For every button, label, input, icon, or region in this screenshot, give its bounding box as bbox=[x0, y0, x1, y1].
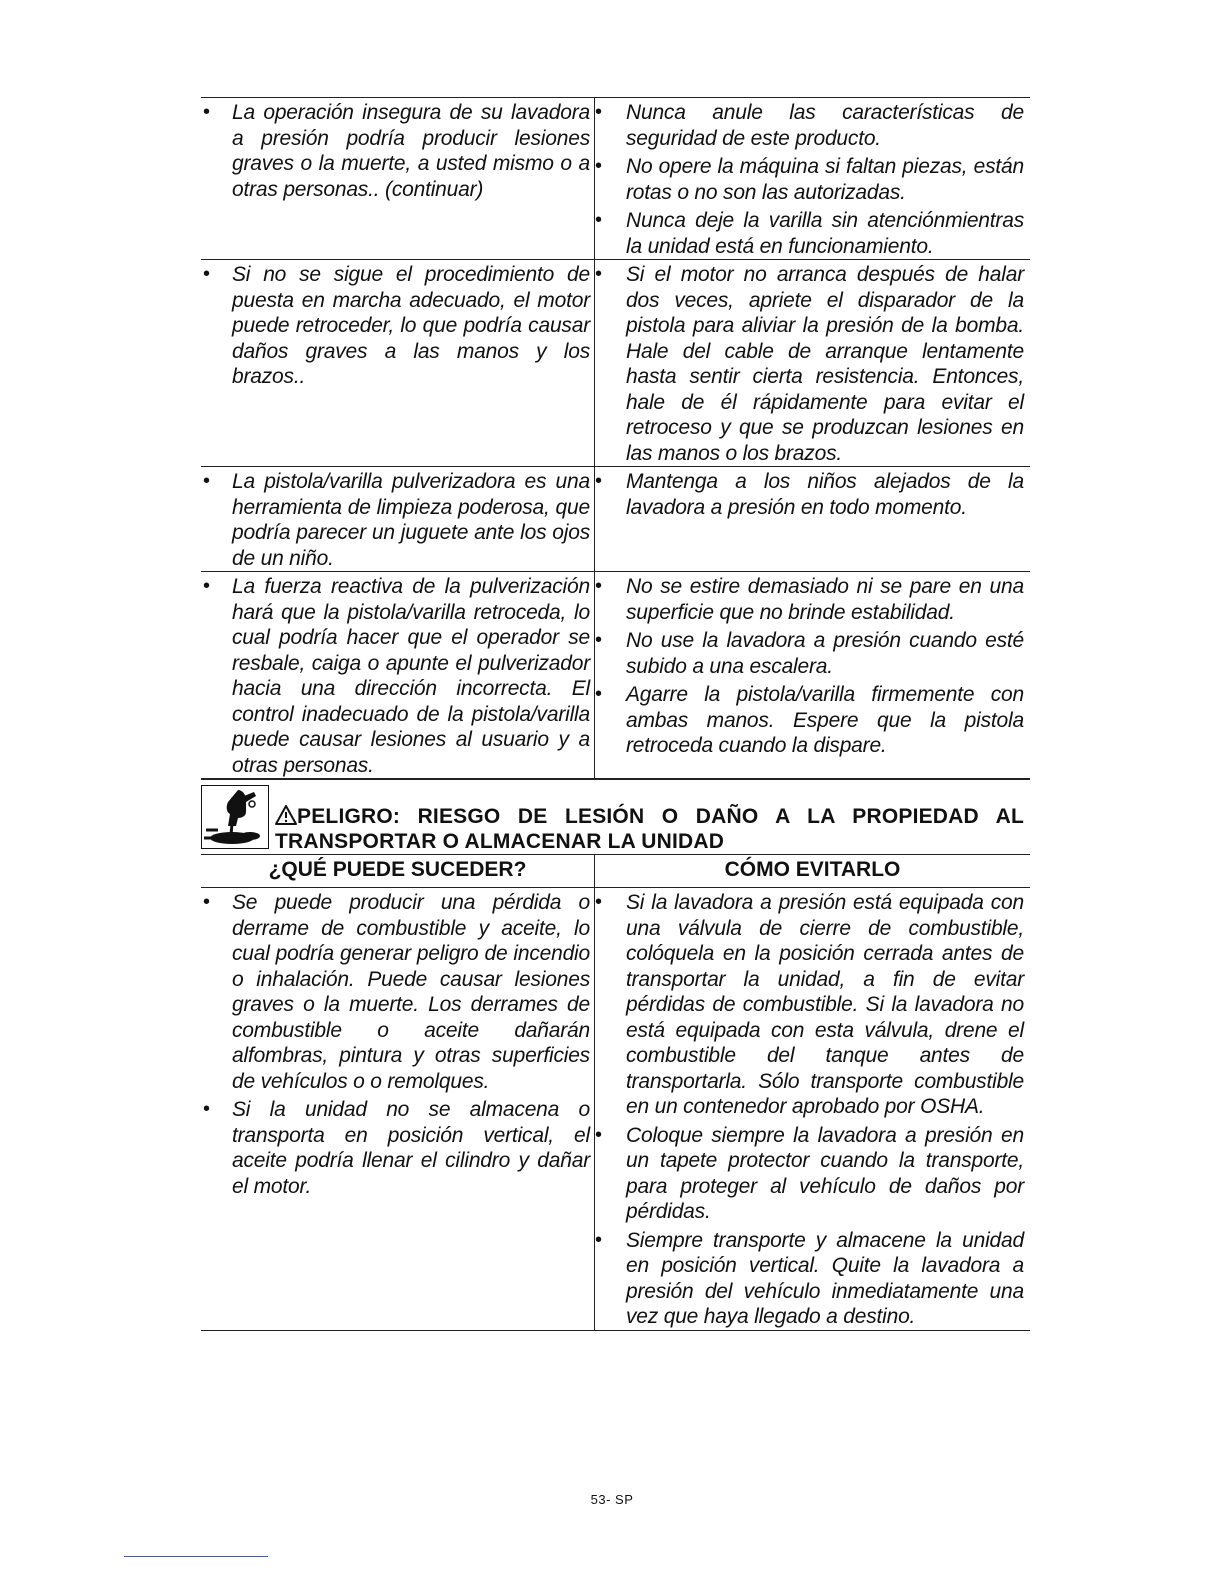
hazard-cell bbox=[201, 888, 595, 1331]
list-item: • Nunca deje la varilla sin atenciónmientras la unidad está en funcionamiento. bbox=[595, 208, 1030, 259]
safety-page bbox=[201, 97, 1030, 1331]
list-item: • Se puede producir una pérdida o derrame de combustible y aceite, lo cual podría generar peligro de incendio o inhalación. Puede causar lesiones graves o la muerte. Los derrames de combustible o aceite dañarán alfombras, pintura y otras superficies de vehículos o o remolques. bbox=[201, 890, 594, 1094]
table-row bbox=[201, 98, 1030, 260]
heading-how-to-avoid: CÓMO EVITARLO bbox=[595, 855, 1031, 888]
table-row bbox=[201, 888, 1030, 1331]
footnote-rule bbox=[124, 1556, 268, 1557]
list-item: • Si la unidad no se almacena o transporta en posición vertical, el aceite podría llenar el cilindro y dañar el motor. bbox=[201, 1097, 594, 1199]
list-item: • La pistola/varilla pulverizadora es una herramienta de limpieza poderosa, que podría parecer un juguete ante los ojos de un niño. bbox=[201, 469, 594, 571]
list-item: • Coloque siempre la lavadora a presión en un tapete protector cuando la transporte, para proteger al vehículo de daños por pérdidas. bbox=[595, 1123, 1030, 1225]
hazard-table-section1 bbox=[201, 97, 1030, 779]
list-item: • No se estire demasiado ni se pare en una superficie que no brinde estabilidad. bbox=[595, 574, 1030, 625]
prevention-cell bbox=[595, 260, 1031, 467]
danger-header bbox=[201, 779, 1030, 854]
hazard-table-section2 bbox=[201, 887, 1030, 1331]
list-item: • No use la lavadora a presión cuando esté subido a una escalera. bbox=[595, 628, 1030, 679]
list-item: • Si no se sigue el procedimiento de puesta en marcha adecuado, el motor puede retroceder, lo que podría causar daños graves a las manos y los brazos.. bbox=[201, 262, 594, 390]
list-item: • Si la lavadora a presión está equipada con una válvula de cierre de combustible, colóquela en la posición cerrada antes de transportar la unidad, a fin de evitar pérdidas de combustible. Si la lavadora no está equipada con esta válvula, drene el combustible del tanque antes de transportarla. Sólo transporte combustible en un contenedor aprobado por OSHA. bbox=[595, 890, 1030, 1120]
list-item: • Siempre transporte y almacene la unidad en posición vertical. Quite la lavadora a presión del vehículo inmediatamente una vez que haya llegado a destino. bbox=[595, 1228, 1030, 1330]
list-item: • Agarre la pistola/varilla firmemente con ambas manos. Espere que la pistola retroceda cuando la dispare. bbox=[595, 682, 1030, 759]
danger-title: PELIGRO: RIESGO DE LESIÓN O DAÑO A LA PROPIEDAD AL TRANSPORTAR O ALMACENAR LA UNIDAD bbox=[275, 805, 1024, 853]
list-item: • Si el motor no arranca después de halar dos veces, apriete el disparador de la pistola para aliviar la presión de la bomba. Hale del cable de arranque lentamente hasta sentir cierta resistencia. Entonces, hale de él rápidamente para evitar el retroceso y que se produzcan lesiones en las manos o los brazos. bbox=[595, 262, 1030, 466]
column-headings bbox=[201, 854, 1030, 887]
hazard-cell bbox=[201, 98, 595, 260]
list-item: • No opere la máquina si faltan piezas, están rotas o no son las autorizadas. bbox=[595, 154, 1030, 205]
warning-triangle-icon bbox=[275, 805, 297, 825]
table-row bbox=[201, 260, 1030, 467]
list-item: • La operación insegura de su lavadora a presión podría producir lesiones graves o la muerte, a usted mismo o a otras personas.. (continuar) bbox=[201, 100, 594, 202]
prevention-cell bbox=[595, 98, 1031, 260]
page-number: 53- SP bbox=[590, 1492, 634, 1507]
fuel-spill-hazard-icon bbox=[201, 785, 269, 849]
prevention-cell bbox=[595, 572, 1031, 779]
hazard-cell bbox=[201, 467, 595, 572]
prevention-cell bbox=[595, 467, 1031, 572]
list-item: • La fuerza reactiva de la pulverización hará que la pistola/varilla retroceda, lo cual podría hacer que el operador se resbale, caiga o apunte el pulverizador hacia una dirección incorrecta. El control inadecuado de la pistola/varilla puede causar lesiones al usuario y a otras personas. bbox=[201, 574, 594, 778]
hazard-cell bbox=[201, 260, 595, 467]
table-row bbox=[201, 467, 1030, 572]
hazard-cell bbox=[201, 572, 595, 779]
continue-note: (continuar) bbox=[385, 177, 484, 201]
list-item: • Mantenga a los niños alejados de la lavadora a presión en todo momento. bbox=[595, 469, 1030, 520]
table-row bbox=[201, 572, 1030, 779]
heading-what-can-happen: ¿QUÉ PUEDE SUCEDER? bbox=[201, 855, 595, 888]
list-item: • Nunca anule las características de seguridad de este producto. bbox=[595, 100, 1030, 151]
prevention-cell bbox=[595, 888, 1031, 1331]
